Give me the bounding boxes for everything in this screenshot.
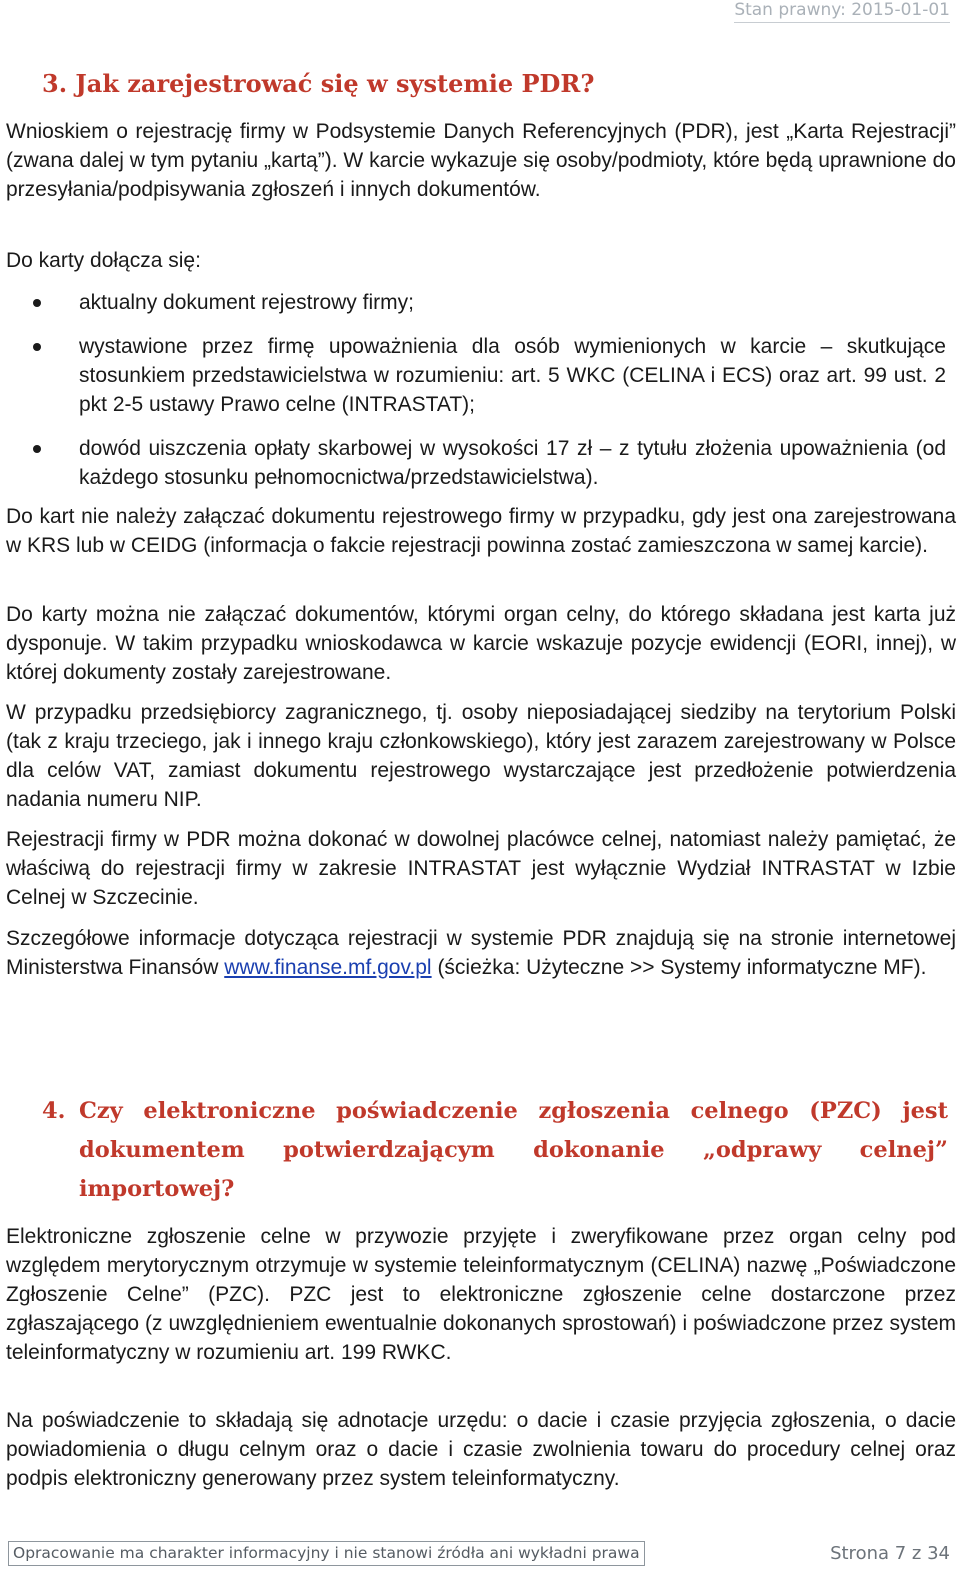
bullet-icon: [33, 343, 41, 351]
paragraph-text: (ścieżka: Użyteczne >> Systemy informatyczne MF).: [431, 956, 927, 979]
section-3-heading: 3. Jak zarejestrować się w systemie PDR?: [42, 69, 595, 98]
paragraph-text: Szczegółowe informacje dotycząca rejestracji w systemie PDR znajdują się na stronie internetowej Ministerstwa Finansów: [6, 927, 956, 979]
list-item-text: aktualny dokument rejestrowy firmy;: [79, 291, 414, 314]
page-footer: [0, 1541, 960, 1567]
section-4-paragraph-1: Elektroniczne zgłoszenie celne w przywozie przyjęte i zweryfikowane przez organ celny pod względem merytorycznym otrzymuje w systemie teleinformatycznym (CELINA) nazwę „Poświadczone Zgłoszenie Celne” (PZC). PZC jest to elektroniczne zgłoszenie celne dostarczone przez zgłaszającego (z uwzględnieniem ewentualnie dokonanych sprostowań) i poświadczone przez system teleinformatyczny w rozumieniu art. 199 RWKC.: [6, 1225, 956, 1364]
finance-ministry-link[interactable]: www.finanse.mf.gov.pl: [224, 956, 432, 979]
legal-status-header: Stan prawny: 2015-01-01: [734, 0, 950, 23]
list-item: [0, 434, 946, 492]
list-item: [0, 288, 946, 317]
section-3-paragraph-4: Do karty można nie załączać dokumentów, którymi organ celny, do którego składana jest karta już dysponuje. W takim przypadku wnioskodawca w karcie wskazuje pozycje ewidencji (EORI, innej), w której dokumenty zostały zarejestrowane.: [6, 603, 956, 684]
section-4-heading: [42, 1092, 948, 1209]
section-4-number: 4.: [42, 1098, 66, 1124]
footer-disclaimer: Opracowanie ma charakter informacyjny i nie stanowi źródła ani wykładni prawa: [8, 1541, 645, 1566]
section-4-paragraph-2: Na poświadczenie to składają się adnotacje urzędu: o dacie i czasie przyjęcia zgłoszenia, o dacie powiadomienia o długu celnym oraz o dacie i czasie zwolnienia towaru do procedury celnej oraz podpis elektroniczny generowany przez system teleinformatyczny.: [6, 1409, 956, 1490]
section-3-paragraph-5: W przypadku przedsiębiorcy zagranicznego, tj. osoby nieposiadającej siedziby na terytorium Polski (tak z kraju trzeciego, jak i innego kraju członkowskiego), który jest zarazem zarejestrowany w Polsce dla celów VAT, zamiast dokumentu rejestrowego wystarczające jest przedłożenie potwierdzenia nadania numeru NIP.: [6, 701, 956, 811]
bullet-icon: [33, 299, 41, 307]
page-number: Strona 7 z 34: [830, 1543, 950, 1564]
bullet-icon: [33, 445, 41, 453]
list-item-text: dowód uiszczenia opłaty skarbowej w wysokości 17 zł – z tytułu złożenia upoważnienia (od każdego stosunku pełnomocnictwa/przedstawicielstwa).: [79, 437, 946, 489]
section-3-paragraph-6: Rejestracji firmy w PDR można dokonać w dowolnej placówce celnej, natomiast należy pamiętać, że właściwą do rejestracji firmy w zakresie INTRASTAT jest wyłącznie Wydział INTRASTAT w Izbie Celnej w Szczecinie.: [6, 828, 956, 909]
attachments-list: [0, 288, 960, 492]
list-item: [0, 332, 946, 419]
section-3-paragraph-3: Do kart nie należy załączać dokumentu rejestrowego firmy w przypadku, gdy jest ona zarejestrowana w KRS lub w CEIDG (informacja o fakcie rejestracji powinna zostać zamieszczona w samej karcie).: [6, 505, 956, 557]
section-3-paragraph-2: Do karty dołącza się:: [6, 249, 201, 272]
section-4-title: Czy elektroniczne poświadczenie zgłoszenia celnego (PZC) jest dokumentem potwierdzającym dokonanie „odprawy celnej” importowej?: [79, 1098, 948, 1202]
list-item-text: wystawione przez firmę upoważnienia dla osób wymienionych w karcie – skutkujące stosunkiem przedstawicielstwa w rozumieniu: art. 5 WKC (CELINA i ECS) oraz art. 99 ust. 2 pkt 2-5 ustawy Prawo celne (INTRASTAT);: [79, 335, 946, 416]
section-3-paragraph-1: Wnioskiem o rejestrację firmy w Podsystemie Danych Referencyjnych (PDR), jest „Karta Rejestracji” (zwana dalej w tym pytaniu „kartą”). W karcie wykazuje się osoby/podmioty, które będą uprawnione do przesyłania/podpisywania zgłoszeń i innych dokumentów.: [6, 120, 956, 201]
section-3-paragraph-7: [6, 924, 956, 982]
